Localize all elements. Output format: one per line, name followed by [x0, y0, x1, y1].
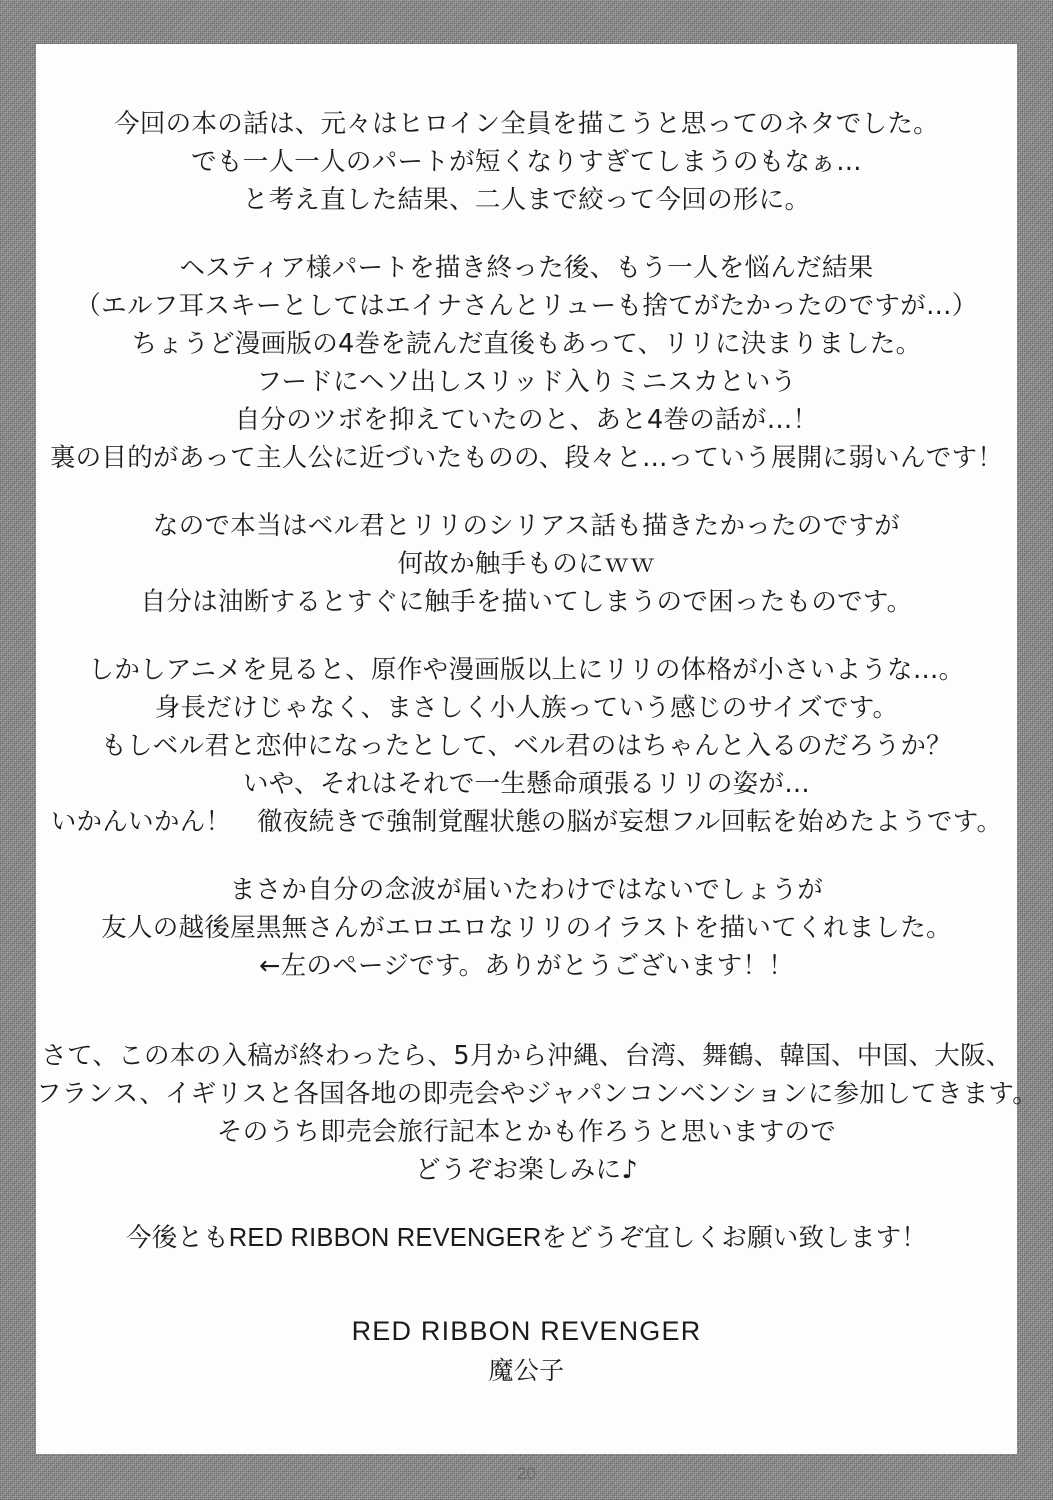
text-line: 友人の越後屋黒無さんがエロエロなリリのイラストを描いてくれました。: [101, 912, 952, 943]
text-line: と考え直した結果、二人まで絞って今回の形に。: [242, 184, 811, 215]
text-line: フードにヘソ出しスリッド入りミニスカという: [256, 366, 797, 397]
text-line: ちょうど漫画版の4巻を読んだ直後もあって、リリに決まりました。: [131, 328, 922, 359]
text-line: フランス、イギリスと各国各地の即売会やジャパンコンベンションに参加してきます。: [36, 1078, 1038, 1109]
paragraph-3: [36, 508, 1017, 622]
text-line: しかしアニメを見ると、原作や漫画版以上にリリの体格が小さいような…。: [88, 654, 965, 685]
text-line: いや、それはそれで一生懸命頑張るリリの姿が…: [242, 768, 811, 799]
signature-block: [36, 1312, 1017, 1389]
text-line: 裏の目的があって主人公に近づいたものの、段々と…っていう展開に弱いんです！: [49, 442, 1004, 473]
text-line: そのうち即売会旅行記本とかも作ろうと思いますので: [216, 1116, 837, 1147]
afterword-text-block: [36, 44, 1038, 1389]
text-line: 身長だけじゃなく、まさしく小人族っていう感じのサイズです。: [154, 692, 899, 723]
text-line: まさか自分の念波が届いたわけではないでしょうが: [229, 874, 824, 905]
page-number: 20: [517, 1464, 536, 1483]
circle-name: RED RIBBON REVENGER: [351, 1315, 702, 1346]
text-line: 今後ともRED RIBBON REVENGERをどうぞ宜しくお願い致します！: [126, 1223, 927, 1252]
text-line: ←左のページです。ありがとうございます！！: [258, 950, 795, 981]
text-line: （エルフ耳スキーとしてはエイナさんとリューも捨てがたかったのですが…）: [75, 290, 978, 321]
text-line: 自分は油断するとすぐに触手を描いてしまうので困ったものです。: [140, 586, 913, 617]
paragraph-7: [36, 1220, 1017, 1258]
text-line: ヘスティア様パートを描き終った後、もう一人を悩んだ結果: [179, 252, 874, 283]
text-line: 何故か触手ものにｗｗ: [397, 548, 656, 579]
paragraph-1: [36, 106, 1017, 220]
paragraph-6: [36, 1038, 1038, 1190]
text-line: いかんいかん！ 徹夜続きで強制覚醒状態の脳が妄想フル回転を始めたようです。: [50, 806, 1003, 837]
section-spacer: [36, 1016, 1017, 1038]
text-line: 今回の本の話は、元々はヒロイン全員を描こうと思ってのネタでした。: [114, 109, 939, 139]
paragraph-4: [36, 652, 1017, 842]
text-line: どうぞお楽しみに♪: [415, 1154, 638, 1185]
text-line: さて、この本の入稿が終わったら、5月から沖縄、台湾、舞鶴、韓国、中国、大阪、: [41, 1040, 1012, 1071]
text-line: 自分のツボを抑えていたのと、あと4巻の話が…！: [234, 404, 819, 435]
paragraph-2: [36, 250, 1017, 478]
text-line: もしベル君と恋仲になったとして、ベル君のはちゃんと入るのだろうか？: [101, 730, 952, 761]
text-line: なので本当はベル君とリリのシリアス話も描きたかったのですが: [152, 510, 901, 541]
author-name: 魔公子: [488, 1355, 565, 1385]
paragraph-5: [36, 872, 1017, 986]
text-line: でも一人一人のパートが短くなりすぎてしまうのもなぁ…: [191, 146, 862, 177]
paper-sheet: [36, 44, 1038, 1454]
